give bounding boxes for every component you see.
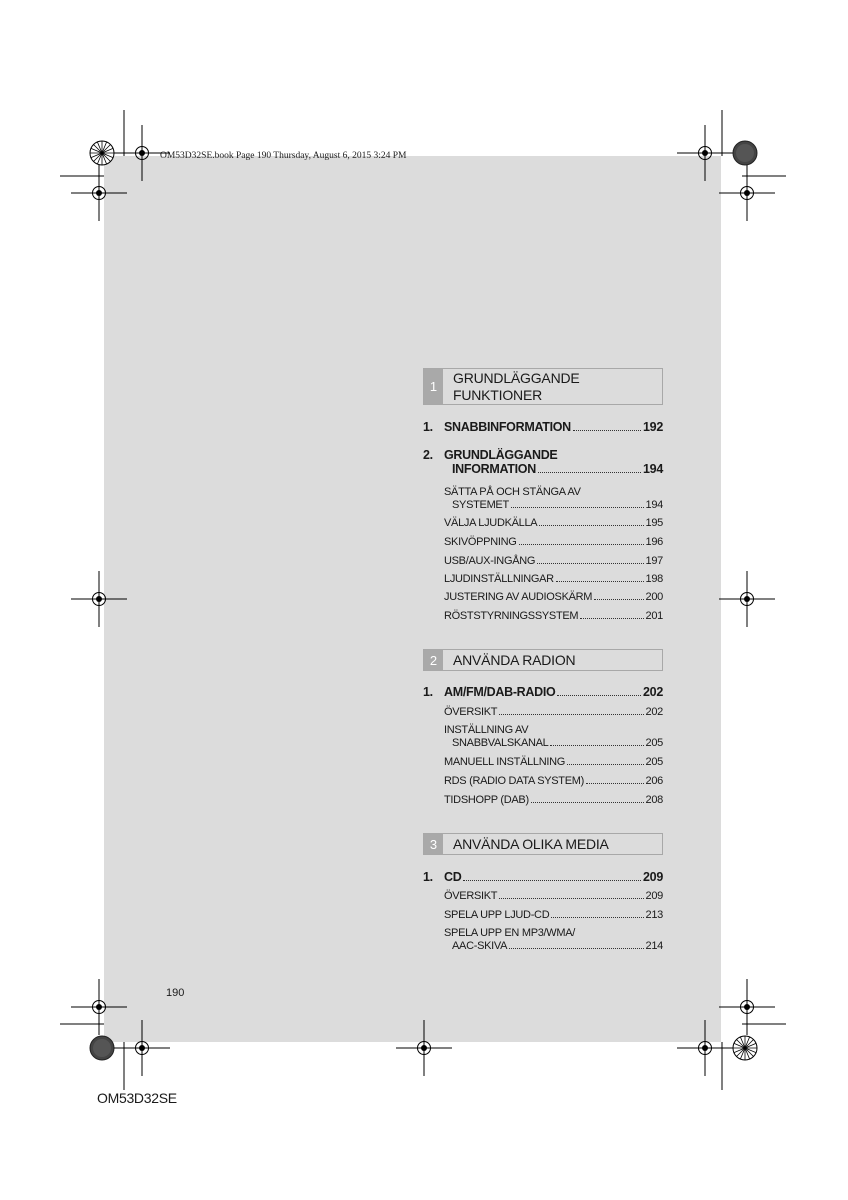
toc-subentry[interactable] <box>444 775 663 788</box>
subentry-label-line2: AAC-SKIVA <box>452 940 508 952</box>
book-header: OM53D32SE.book Page 190 Thursday, August 6, 2015 3:24 PM <box>160 151 407 161</box>
entry-number: 1. <box>423 420 433 434</box>
subentry-page: 196 <box>645 536 663 548</box>
section-1-header <box>423 368 663 405</box>
subentry-label-line1: SÄTTA PÅ OCH STÄNGA AV <box>444 486 581 498</box>
subentry-page: 202 <box>645 706 663 718</box>
toc-subentry[interactable] <box>444 756 663 769</box>
section-number: 1 <box>424 369 443 404</box>
subentry-label-line1: INSTÄLLNING AV <box>444 724 529 736</box>
entry-number: 1. <box>423 685 433 699</box>
subentry-label: JUSTERING AV AUDIOSKÄRM <box>444 591 593 603</box>
subentry-label: MANUELL INSTÄLLNING <box>444 756 566 768</box>
entry-label: AM/FM/DAB-RADIO <box>444 685 556 699</box>
section-number: 3 <box>424 834 443 854</box>
subentry-page: 205 <box>645 756 663 768</box>
toc-subentry[interactable] <box>444 591 663 604</box>
section-number: 2 <box>424 650 443 670</box>
subentry-page: 205 <box>645 737 663 749</box>
section-title: ANVÄNDA RADION <box>453 651 576 668</box>
subentry-label: VÄLJA LJUDKÄLLA <box>444 517 538 529</box>
toc-subentry[interactable] <box>444 909 663 922</box>
subentry-label: RÖSTSTYRNINGSSYSTEM <box>444 610 579 622</box>
toc-subentry[interactable] <box>444 724 663 750</box>
subentry-label-line2: SNABBVALSKANAL <box>452 737 549 749</box>
section-title-line2: FUNKTIONER <box>453 386 543 403</box>
subentry-label-line1: SPELA UPP EN MP3/WMA/ <box>444 927 576 939</box>
entry-page: 192 <box>643 420 663 434</box>
toc-subentry[interactable] <box>444 794 663 807</box>
subentry-page: 209 <box>645 890 663 902</box>
subentry-page: 194 <box>645 499 663 511</box>
section-3-header <box>423 833 663 855</box>
page-number: 190 <box>166 987 185 999</box>
entry-number: 1. <box>423 870 433 884</box>
subentry-page: 197 <box>645 555 663 567</box>
subentry-label: SKIVÖPPNING <box>444 536 517 548</box>
subentry-label: LJUDINSTÄLLNINGAR <box>444 573 554 585</box>
subentry-label: ÖVERSIKT <box>444 890 498 902</box>
section-title: ANVÄNDA OLIKA MEDIA <box>453 835 609 852</box>
section-title-line1: GRUNDLÄGGANDE <box>453 369 580 386</box>
entry-page: 202 <box>643 685 663 699</box>
entry-label-line1: GRUNDLÄGGANDE <box>444 448 558 462</box>
entry-page: 209 <box>643 870 663 884</box>
toc-subentry[interactable] <box>444 555 663 568</box>
toc-subentry[interactable] <box>444 706 663 719</box>
subentry-page: 195 <box>645 517 663 529</box>
subentry-page: 213 <box>645 909 663 921</box>
entry-label: SNABBINFORMATION <box>444 420 571 434</box>
entry-number: 2. <box>423 448 433 462</box>
subentry-label: RDS (RADIO DATA SYSTEM) <box>444 775 584 787</box>
subentry-page: 198 <box>645 573 663 585</box>
section-title <box>443 369 580 404</box>
subentry-label: USB/AUX-INGÅNG <box>444 555 536 567</box>
subentry-page: 214 <box>645 940 663 952</box>
subentry-page: 206 <box>645 775 663 787</box>
toc-subentry[interactable] <box>444 486 663 512</box>
entry-label: CD <box>444 870 462 884</box>
toc-subentry[interactable] <box>444 610 663 623</box>
toc-subentry[interactable] <box>444 573 663 586</box>
toc-subentry[interactable] <box>444 536 663 549</box>
toc-subentry[interactable] <box>444 927 663 953</box>
subentry-label-line2: SYSTEMET <box>452 499 509 511</box>
entry-label-line2: INFORMATION <box>452 462 536 476</box>
toc-subentry[interactable] <box>444 517 663 530</box>
section-2-header <box>423 649 663 671</box>
subentry-label: SPELA UPP LJUD-CD <box>444 909 550 921</box>
subentry-label: ÖVERSIKT <box>444 706 498 718</box>
toc-subentry[interactable] <box>444 890 663 903</box>
subentry-page: 201 <box>645 610 663 622</box>
subentry-page: 208 <box>645 794 663 806</box>
subentry-page: 200 <box>645 591 663 603</box>
document-code: OM53D32SE <box>97 1090 177 1106</box>
subentry-label: TIDSHOPP (DAB) <box>444 794 529 806</box>
entry-page: 194 <box>643 462 663 476</box>
